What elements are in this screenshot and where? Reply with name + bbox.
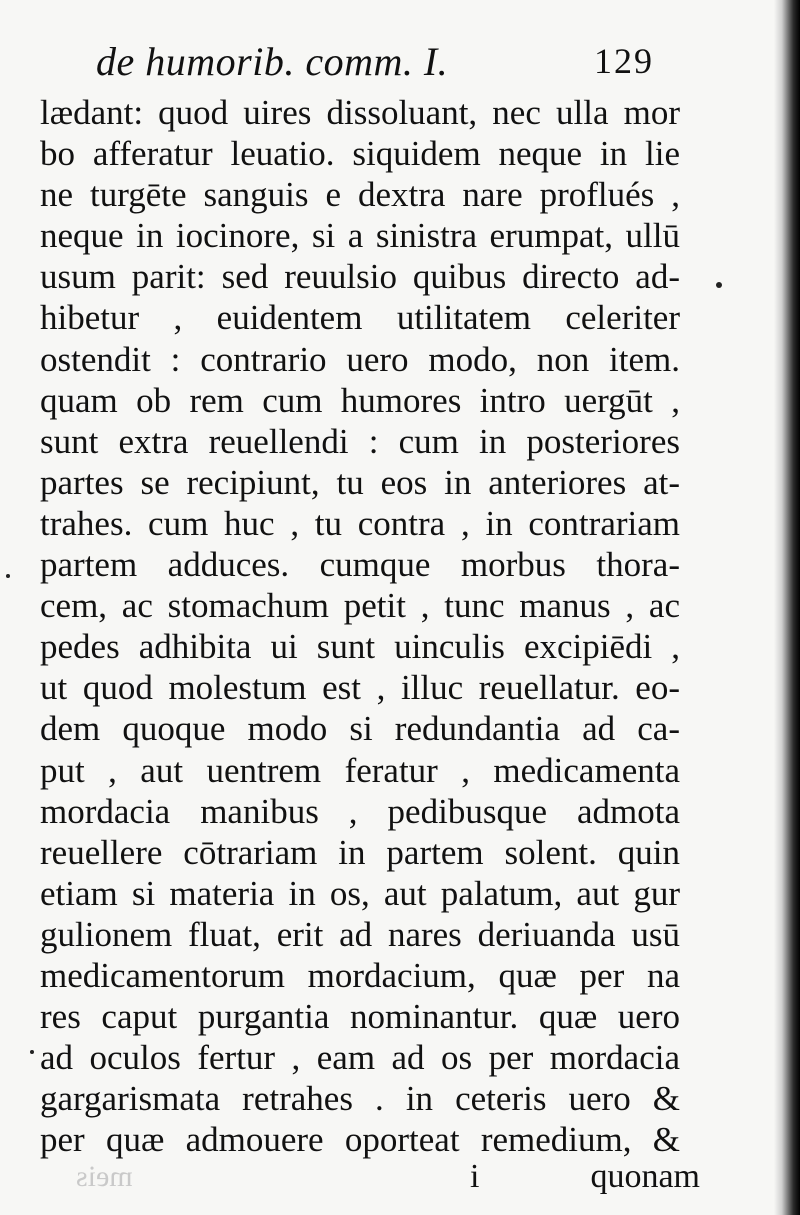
text-line: res caput purgantia nominantur. quæ uero [40, 997, 680, 1037]
text-line: ut quod molestum est , illuc reuellatur. eo- [40, 668, 680, 708]
page-gutter [774, 0, 800, 1215]
text-line: ad oculos fertur , eam ad os per mordacia [40, 1038, 680, 1078]
text-line: usum parit: sed reuulsio quibus directo ad- [40, 257, 680, 297]
text-line: cem, ac stomachum petit , tunc manus , ac [40, 586, 680, 626]
running-title: de humorib. comm. I. [96, 39, 449, 84]
text-line: neque in iocinore, si a sinistra erumpat, ullū [40, 216, 680, 256]
text-line: lædant: quod uires dissoluant, nec ulla mor [40, 93, 680, 132]
text-line: put , aut uentrem feratur , medicamenta [40, 750, 680, 790]
text-line: pedes adhibita ui sunt uinculis excipiēdi , [40, 627, 680, 667]
text-line: gulionem fluat, erit ad nares deriuanda usū [40, 914, 680, 954]
ink-speck [6, 574, 10, 578]
text-line: bo afferatur leuatio. siquidem neque in lie [40, 134, 680, 174]
page-number: 129 [594, 41, 654, 81]
signature-mark: i [470, 1158, 480, 1195]
text-line: dem quoque modo si redundantia ad ca- [40, 709, 680, 749]
text-line: partem adduces. cumque morbus thora- [40, 545, 680, 585]
text-line: trahes. cum huc , tu contra , in contrariam [40, 503, 680, 543]
catchword: quonam [590, 1158, 700, 1195]
page-footer [40, 1158, 700, 1198]
text-line: ne turgēte sanguis e dextra nare proflués , [40, 175, 680, 215]
text-line: reuellere cōtrariam in partem solent. quin [40, 832, 680, 872]
page-header [96, 38, 666, 88]
text-line: medicamentorum mordacium, quæ per na [40, 955, 680, 995]
text-line: gargarismata retrahes . in ceteris uero & [40, 1079, 680, 1119]
text-line: per quæ admouere oporteat remedium, & [40, 1120, 680, 1160]
text-line: sunt extra reuellendi : cum in posteriores [40, 421, 680, 461]
ink-speck [30, 1050, 34, 1054]
body-text [40, 92, 680, 1160]
bleed-through-text: meis [76, 1160, 133, 1193]
text-line: mordacia manibus , pedibusque admota [40, 791, 680, 831]
text-line: quam ob rem cum humores intro uergūt , [40, 380, 680, 420]
text-line: ostendit : contrario uero modo, non item. [40, 339, 680, 379]
text-line: hibetur , euidentem utilitatem celeriter [40, 298, 680, 338]
text-line: etiam si materia in os, aut palatum, aut gur [40, 873, 680, 913]
text-line: partes se recipiunt, tu eos in anteriores at- [40, 462, 680, 502]
ink-speck [716, 282, 722, 288]
